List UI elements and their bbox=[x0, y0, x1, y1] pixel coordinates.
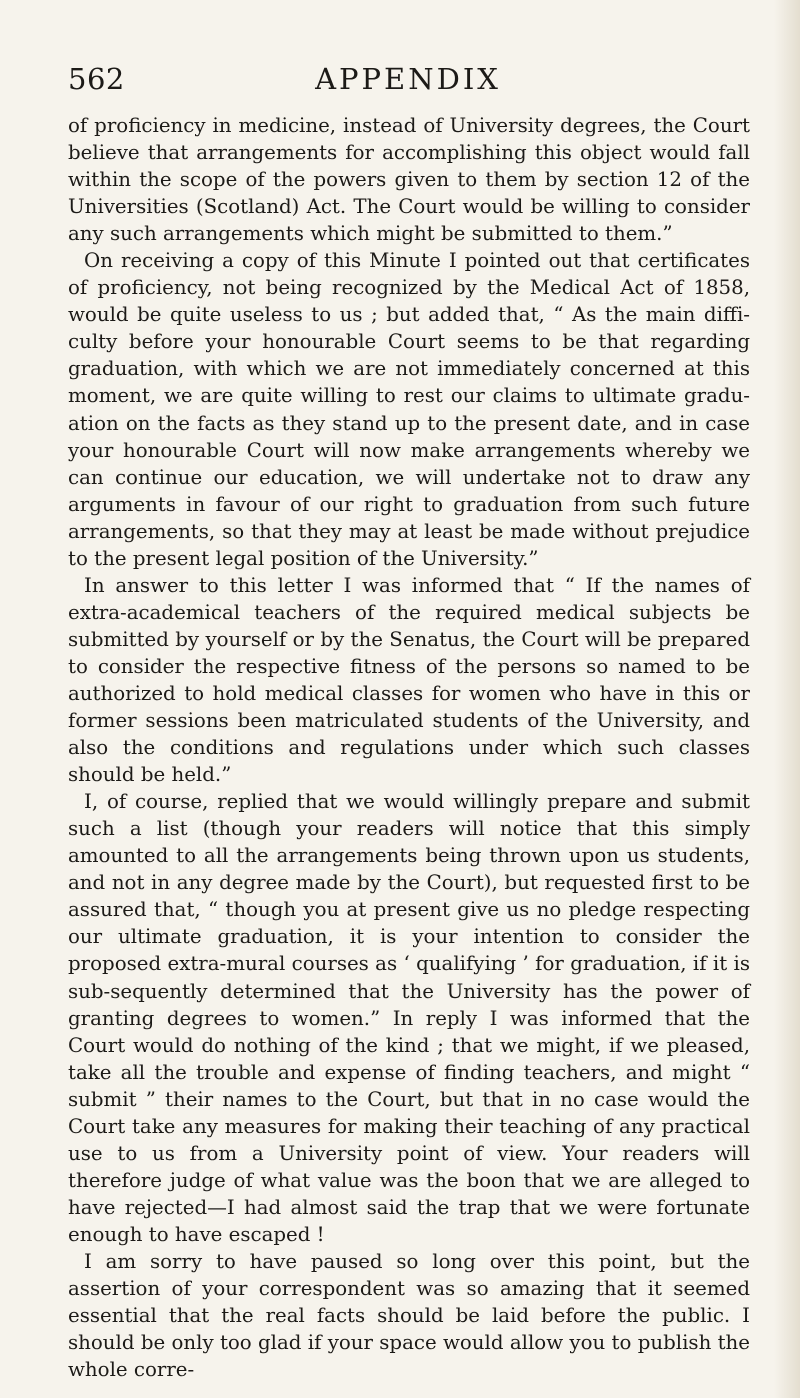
running-title: APPENDIX bbox=[315, 62, 501, 96]
paragraph: I, of course, replied that we would willingly prepare and submit such a list (though your readers will notice that this simply amounted to all the arrangements being thrown upon us students, and not in any degree made by the Court), but requested first to be assured that, “ though you at present give us no pledge respecting our ultimate graduation, it is your intention to consider the proposed extra-mural courses as ‘ qualifying ’ for graduation, if it is sub-sequently determined that the University has the power of granting degrees to women.” In reply I was informed that the Court would do nothing of the kind ; that we might, if we pleased, take all the trouble and expense of finding teachers, and might “ submit ” their names to the Court, but that in no case would the Court take any measures for making their teaching of any practical use to us from a University point of view. Your readers will therefore judge of what value was the boon that we are alleged to have rejected—I had almost said the trap that we were fortunate enough to have escaped ! bbox=[68, 790, 750, 1246]
body-text bbox=[68, 112, 750, 1383]
paragraph: In answer to this letter I was informed that “ If the names of extra-academical teachers of the required medical subjects be submitted by yourself or by the Senatus, the Court will be prepared to consider the respective fitness of the persons so named to be authorized to hold medical classes for women who have in this or former sessions been matriculated students of the University, and also the conditions and regulations under which such classes should be held.” bbox=[68, 573, 750, 787]
paragraph: On receiving a copy of this Minute I pointed out that certificates of proficiency, not being recognized by the Medical Act of 1858, would be quite useless to us ; but added that, “ As the main diffi-culty before your honourable Court seems to be that regarding graduation, with which we are not immediately concerned at this moment, we are quite willing to rest our claims to ultimate gradu-ation on the facts as they stand up to the present date, and in case your honourable Court will now make arrangements whereby we can continue our education, we will undertake not to draw any arguments in favour of our right to graduation from such future arrangements, so that they may at least be made without prejudice to the present legal position of the University.” bbox=[68, 249, 750, 570]
page-number: 562 bbox=[68, 62, 125, 96]
page-edge-shadow bbox=[774, 0, 800, 1398]
paragraph: I am sorry to have paused so long over this point, but the assertion of your correspondent was so amazing that it seemed essential that the real facts should be laid before the public. I should be only too glad if your space would allow you to publish the whole corre- bbox=[68, 1249, 750, 1382]
paragraph-continued: of proficiency in medicine, instead of University degrees, the Court believe that arrangements for accomplishing this object would fall within the scope of the powers given to them by section 12 of the Universities (Scotland) Act. The Court would be willing to consider any such arrangements which might be submitted to them.” bbox=[68, 114, 750, 246]
running-head bbox=[68, 62, 748, 106]
